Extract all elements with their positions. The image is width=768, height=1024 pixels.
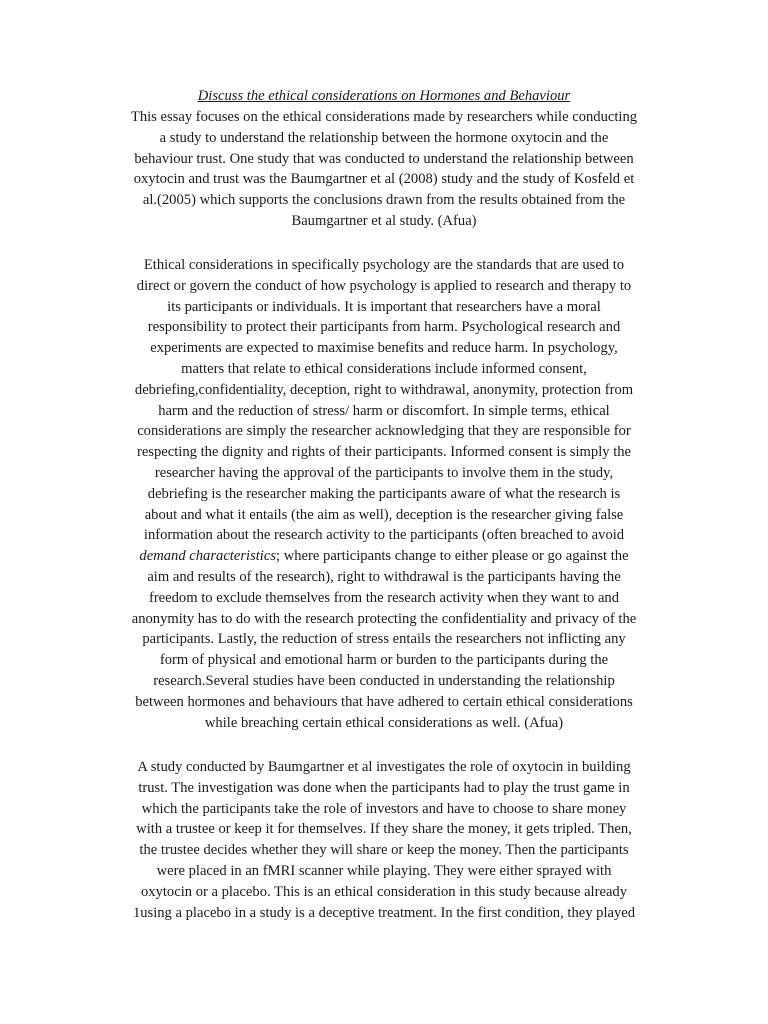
italic-phrase: demand characteristics <box>139 548 277 565</box>
text-line: a study to understand the relationship between the hormone oxytocin and the <box>159 129 609 146</box>
text-line: aim and results of the research), right to withdrawal is the participants having the <box>147 568 621 585</box>
text-line: research.Several studies have been conducted in understanding the relationship <box>153 672 615 689</box>
text-line: respecting the dignity and rights of their participants. Informed consent is simply the <box>136 444 632 461</box>
text-line: al.(2005) which supports the conclusions drawn from the results obtained from the <box>142 192 626 209</box>
text-line: behaviour trust. One study that was conducted to understand the relationship between <box>134 150 634 167</box>
text-line: trust. The investigation was done when the participants had to play the trust game in <box>138 779 630 796</box>
text-line: between hormones and behaviours that have adhered to certain ethical considerations <box>135 693 633 710</box>
text-line: harm and the reduction of stress/ harm or discomfort. In simple terms, ethical <box>158 402 610 419</box>
text-line: anonymity has to do with the research protecting the confidentiality and privacy of the <box>131 610 637 627</box>
text-line: A study conducted by Baumgartner et al investigates the role of oxytocin in building <box>137 759 631 775</box>
text-line: which the participants take the role of investors and have to choose to share money <box>141 800 627 817</box>
text-line: participants. Lastly, the reduction of stress entails the researchers not inflicting any <box>142 631 626 648</box>
text-line: 1using a placebo in a study is a deceptive treatment. In the first condition, they played <box>132 904 636 921</box>
essay-title: Discuss the ethical considerations on Hormones and Behaviour <box>197 88 571 104</box>
text-line: Baumgartner et al study. (Afua) <box>291 212 477 229</box>
text-line: direct or govern the conduct of how psychology is applied to research and therapy to <box>136 277 632 294</box>
text-line: form of physical and emotional harm or burden to the participants during the <box>159 652 609 669</box>
text-line: with a trustee or keep it for themselves. If they share the money, it gets tripled. Then, <box>136 821 632 838</box>
text-line: debriefing,confidentiality, deception, right to withdrawal, anonymity, protection from <box>134 381 634 398</box>
paragraph-introduction <box>88 107 680 232</box>
text-line: This essay focuses on the ethical considerations made by researchers while conducting <box>130 109 638 125</box>
line-continuation: ; where participants change to either please or go against the <box>276 548 629 565</box>
text-line: considerations are simply the researcher acknowledging that they are responsible for <box>137 423 631 440</box>
paragraph-baumgartner-study <box>88 757 680 923</box>
text-line: about and what it entails (the aim as well), deception is the researcher giving false <box>144 506 624 523</box>
text-line: the trustee decides whether they will share or keep the money. Then the participants <box>139 842 629 859</box>
text-line: oxytocin and trust was the Baumgartner et al (2008) study and the study of Kosfeld et <box>133 171 635 188</box>
text-line: debriefing is the researcher making the participants aware of what the research is <box>147 485 621 502</box>
text-line: information about the research activity to the participants (often breached to avoid <box>143 527 625 544</box>
paragraph-ethical-considerations <box>88 255 680 733</box>
text-line: researcher having the approval of the participants to involve them in the study, <box>154 464 614 481</box>
text-line: experiments are expected to maximise benefits and reduce harm. In psychology, <box>150 340 618 357</box>
text-line: responsibility to protect their participants from harm. Psychological research and <box>147 319 621 336</box>
text-line: its participants or individuals. It is important that researchers have a moral <box>167 298 601 315</box>
text-line: Ethical considerations in specifically psychology are the standards that are used to <box>143 257 625 273</box>
text-line: were placed in an fMRI scanner while playing. They were either sprayed with <box>156 862 612 879</box>
text-line: while breaching certain ethical considerations as well. (Afua) <box>204 714 564 731</box>
text-line: oxytocin or a placebo. This is an ethical consideration in this study because already <box>140 883 628 900</box>
text-line: freedom to exclude themselves from the research activity when they want to and <box>148 589 620 606</box>
text-line-with-italic <box>88 546 680 567</box>
text-line: matters that relate to ethical considerations include informed consent, <box>181 360 587 377</box>
